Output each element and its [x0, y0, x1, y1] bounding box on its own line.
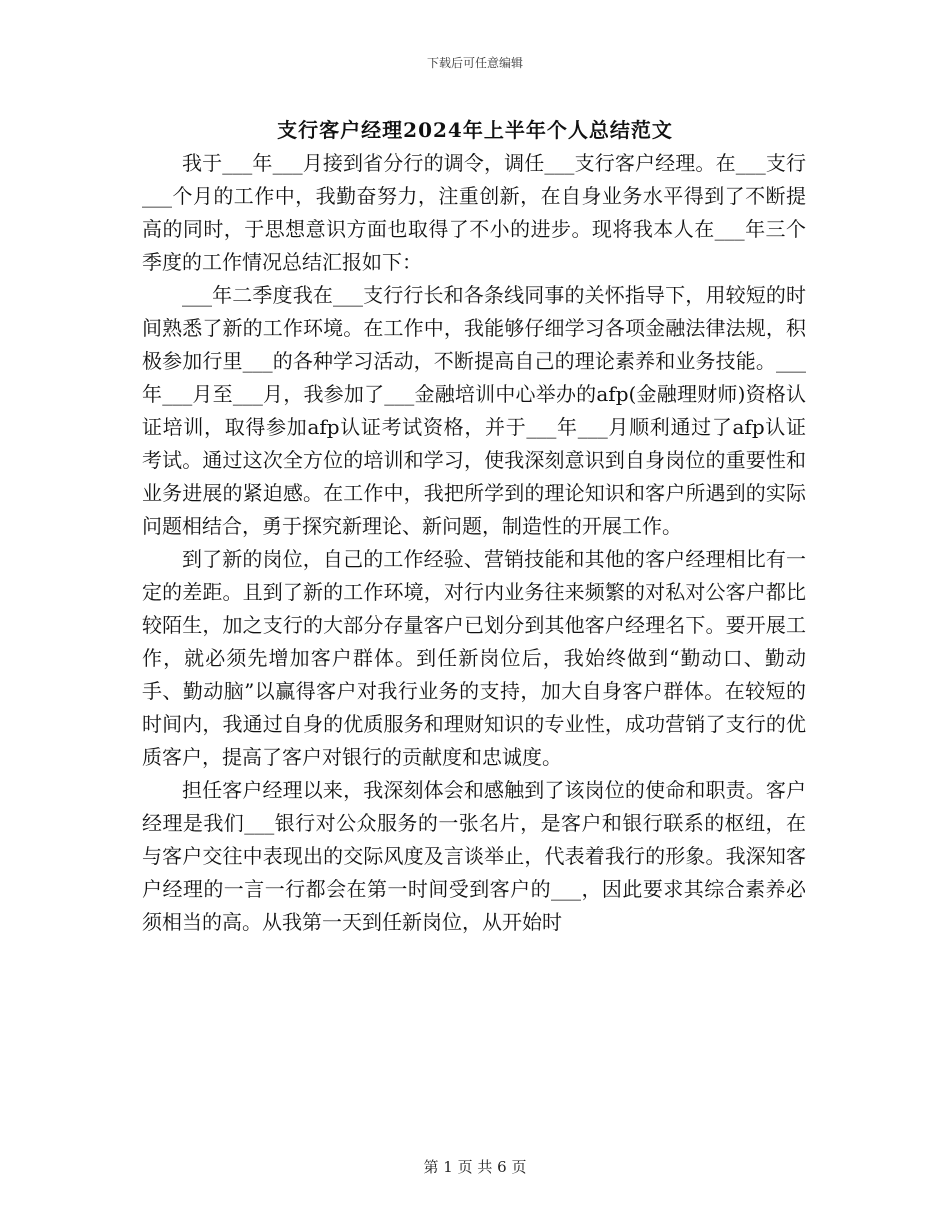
header-note: 下载后可任意编辑 — [426, 56, 523, 70]
paragraph-3: 到了新的岗位，自己的工作经验、营销技能和其他的客户经理相比有一定的差距。且到了新的工作环境，对行内业务往来频繁的对私对公客户都比较陌生，加之支行的大部分存量客户已划分到其他客户经理名下。要开展工作，就必须先增加客户群体。到任新岗位后，我始终做到“勤动口、勤动手、勤动脑”以赢得客户对我行业务的支持，加大自身客户群体。在较短的时间内，我通过自身的优质服务和理财知识的专业性，成功营销了支行的优质客户，提高了客户对银行的贡献度和忠诚度。 — [142, 547, 806, 769]
page-number: 第 1 页 共 6 页 — [423, 1158, 527, 1176]
paragraph-4: 担任客户经理以来，我深刻体会和感触到了该岗位的使命和职责。客户经理是我们___银行对公众服务的一张名片，是客户和银行联系的枢纽，在与客户交往中表现出的交际风度及言谈举止，代表着我行的形象。我深知客户经理的一言一行都会在第一时间受到客户的___，因此要求其综合素养必须相当的高。从我第一天到任新岗位，从开始时 — [142, 778, 806, 934]
paragraph-1: 我于___年___月接到省分行的调令，调任___支行客户经理。在___支行___个月的工作中，我勤奋努力，注重创新，在自身业务水平得到了不断提高的同时，于思想意识方面也取得了不小的进步。现将我本人在___年三个季度的工作情况总结汇报如下： — [142, 151, 806, 274]
paragraph-2: ___年二季度我在___支行行长和各条线同事的关怀指导下，用较短的时间熟悉了新的工作环境。在工作中，我能够仔细学习各项金融法律法规，积极参加行里___的各种学习活动，不断提高自己的理论素养和业务技能。___年___月至___月，我参加了___金融培训中心举办的afp(金融理财师)资格认证培训，取得参加afp认证考试资格，并于___年___月顺利通过了afp认证考试。通过这次全方位的培训和学习，使我深刻意识到自身岗位的重要性和业务进展的紧迫感。在工作中，我把所学到的理论知识和客户所遇到的实际问题相结合，勇于探究新理论、新问题，制造性的开展工作。 — [142, 283, 806, 538]
document-title: 支行客户经理2024年上半年个人总结范文 — [277, 118, 673, 142]
document-body — [142, 147, 806, 939]
